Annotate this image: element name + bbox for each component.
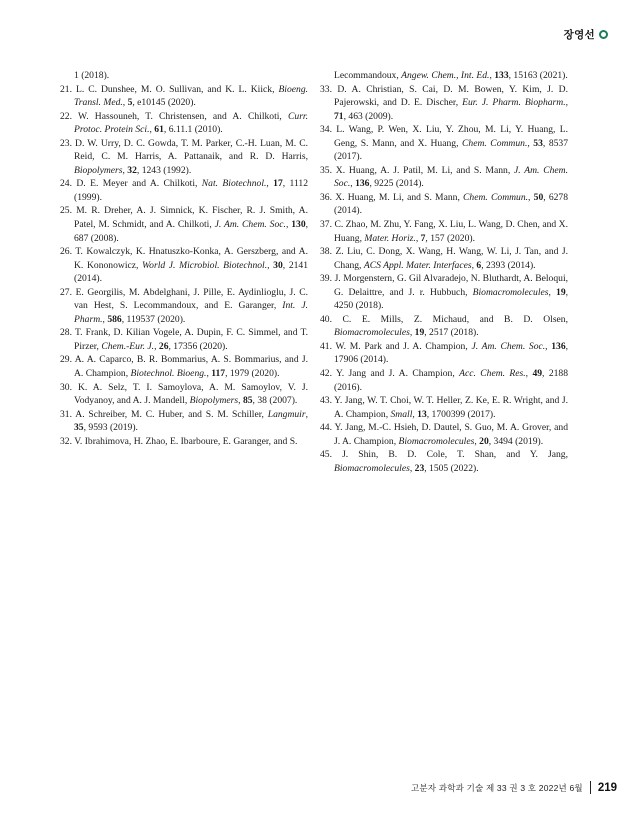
reference-item: 45. J. Shin, B. D. Cole, T. Shan, and Y. Jang, Biomacromolecules, 23, 1505 (2022). — [320, 449, 568, 474]
reference-item: 22. W. Hassouneh, T. Christensen, and A. Chilkoti, Curr. Protoc. Protein Sci., 61, 6.11.1 (2010). — [60, 110, 308, 136]
reference-item: 27. E. Georgilis, M. Abdelghani, J. Pille, E. Aydinlioglu, J. C. van Hest, S. Lecommandoux, and E. Garanger, Int. J. Pharm., 586, 119537 (2020). — [60, 286, 309, 325]
reference-item: 30. K. A. Selz, T. I. Samoylova, A. M. Samoylov, V. J. Vodyanoy, and A. J. Mandell, Biopolymers, 85, 38 (2007). — [60, 381, 309, 407]
reference-number: 27. — [60, 286, 76, 298]
reference-number: 29. — [60, 354, 75, 366]
author-ring-icon — [599, 30, 608, 39]
reference-item: 37. C. Zhao, M. Zhu, Y. Fang, X. Liu, L. Wang, D. Chen, and X. Huang, Mater. Horiz., 7, 157 (2020). — [320, 219, 569, 244]
reference-number: 30. — [60, 381, 78, 393]
reference-item: 28. T. Frank, D. Kilian Vogele, A. Dupin, F. C. Simmel, and T. Pirzer, Chem.-Eur. J., 26, 17356 (2020). — [60, 327, 309, 352]
reference-number: 33. — [320, 83, 338, 95]
reference-item: 21. L. C. Dunshee, M. O. Sullivan, and K. L. Kiick, Bioeng. Transl. Med., 5, e10145 (2020). — [60, 83, 309, 109]
reference-item: 31. A. Schreiber, M. C. Huber, and S. M. Schiller, Langmuir, 35, 9593 (2019). — [60, 408, 308, 434]
reference-number: 35. — [320, 164, 336, 176]
author-name: 장영선 — [563, 29, 595, 41]
reference-number: 21. — [60, 83, 76, 95]
reference-number: 37. — [320, 219, 335, 231]
reference-item: 40. C. E. Mills, Z. Michaud, and B. D. Olsen, Biomacromolecules, 19, 2517 (2018). — [320, 313, 569, 339]
reference-number: 39. — [320, 273, 335, 285]
reference-item: 41. W. M. Park and J. A. Champion, J. Am. Chem. Soc., 136, 17906 (2014). — [320, 340, 569, 366]
reference-number: 25. — [60, 205, 77, 217]
reference-number: 44. — [320, 422, 335, 434]
reference-item: 24. D. E. Meyer and A. Chilkoti, Nat. Biotechnol., 17, 1112 (1999). — [60, 178, 309, 203]
reference-item: 32. V. Ibrahimova, H. Zhao, E. Ibarboure, E. Garanger, and S. — [60, 435, 298, 447]
reference-number: 36. — [320, 191, 336, 203]
reference-item: 39. J. Morgenstern, G. Gil Alvaradejo, N. Bluthardt, A. Beloqui, G. Delaittre, and J. r. Hubbuch, Biomacromolecules, 19, 4250 (2018). — [320, 273, 569, 312]
reference-number: 40. — [320, 313, 343, 325]
reference-number: 28. — [60, 327, 75, 339]
page-footer — [411, 781, 617, 794]
reference-number: 32. — [60, 435, 75, 447]
reference-number: 45. — [320, 449, 343, 461]
reference-item: 36. X. Huang, M. Li, and S. Mann, Chem. Commun., 50, 6278 (2014). — [320, 191, 569, 217]
reference-item: 29. A. A. Caparco, B. R. Bommarius, A. S. Bommarius, and J. A. Champion, Biotechnol. Bioeng., 117, 1979 (2020). — [60, 354, 308, 380]
footer-divider — [590, 781, 591, 794]
reference-number: 43. — [320, 395, 335, 407]
reference-number: 31. — [60, 408, 76, 420]
reference-number: 24. — [60, 178, 77, 190]
reference-item: 33. D. A. Christian, S. Cai, D. M. Bowen, Y. Kim, J. D. Pajerowski, and D. E. Discher, Eur. J. Pharm. Biopharm., 71, 463 (2009). — [320, 83, 569, 122]
reference-number: 42. — [320, 368, 337, 380]
reference-item: 44. Y. Jang, M.-C. Hsieh, D. Dautel, S. Guo, M. A. Grover, and J. A. Champion, Biomacromolecules, 20, 3494 (2019). — [320, 422, 568, 447]
reference-number: 34. — [320, 124, 337, 136]
references-left-column — [60, 69, 308, 475]
page-header — [564, 27, 608, 42]
reference-number: 41. — [320, 340, 336, 352]
reference-number: 38. — [320, 246, 336, 258]
reference-item: 25. M. R. Dreher, A. J. Simnick, K. Fischer, R. J. Smith, A. Patel, M. Schmidt, and A. Chilkoti, J. Am. Chem. Soc., 130, 687 (2008). — [60, 205, 309, 244]
reference-item: 42. Y. Jang and J. A. Champion, Acc. Chem. Res., 49, 2188 (2016). — [320, 368, 569, 393]
references-section — [60, 69, 568, 475]
reference-item: 23. D. W. Urry, D. C. Gowda, T. M. Parker, C.-H. Luan, M. C. Reid, C. M. Harris, A. Pattanaik, and R. D. Harris, Biopolymers, 32, 1243 (1992). — [60, 137, 309, 176]
footer-page-number: 219 — [597, 781, 617, 794]
reference-item: 35. X. Huang, A. J. Patil, M. Li, and S. Mann, J. Am. Chem. Soc., 136, 9225 (2014). — [320, 164, 569, 190]
reference-number: 22. — [60, 110, 79, 122]
reference-number: 26. — [60, 246, 76, 258]
reference-number: 23. — [60, 137, 76, 149]
reference-item: Lecommandoux, Angew. Chem., Int. Ed., 133, 15163 (2021). — [334, 70, 568, 81]
reference-item: 1 (2018). — [74, 70, 110, 81]
reference-item: 26. T. Kowalczyk, K. Hnatuszko-Konka, A. Gerszberg, and A. K. Kononowicz, World J. Microbiol. Biotechnol., 30, 2141 (2014). — [60, 246, 308, 285]
footer-journal-info: 고분자 과학과 기술 제 33 권 3 호 2022년 6월 — [410, 782, 583, 793]
reference-item: 43. Y. Jang, W. T. Choi, W. T. Heller, Z. Ke, E. R. Wright, and J. A. Champion, Small, 13, 1700399 (2017). — [320, 395, 568, 420]
reference-item: 34. L. Wang, P. Wen, X. Liu, Y. Zhou, M. Li, Y. Huang, L. Geng, S. Mann, and X. Huang, Chem. Commun., 53, 8537 (2017). — [320, 124, 569, 163]
references-right-column — [320, 69, 568, 475]
reference-item: 38. Z. Liu, C. Dong, X. Wang, H. Wang, W. Li, J. Tan, and J. Chang, ACS Appl. Mater. Interfaces, 6, 2393 (2014). — [320, 246, 568, 271]
